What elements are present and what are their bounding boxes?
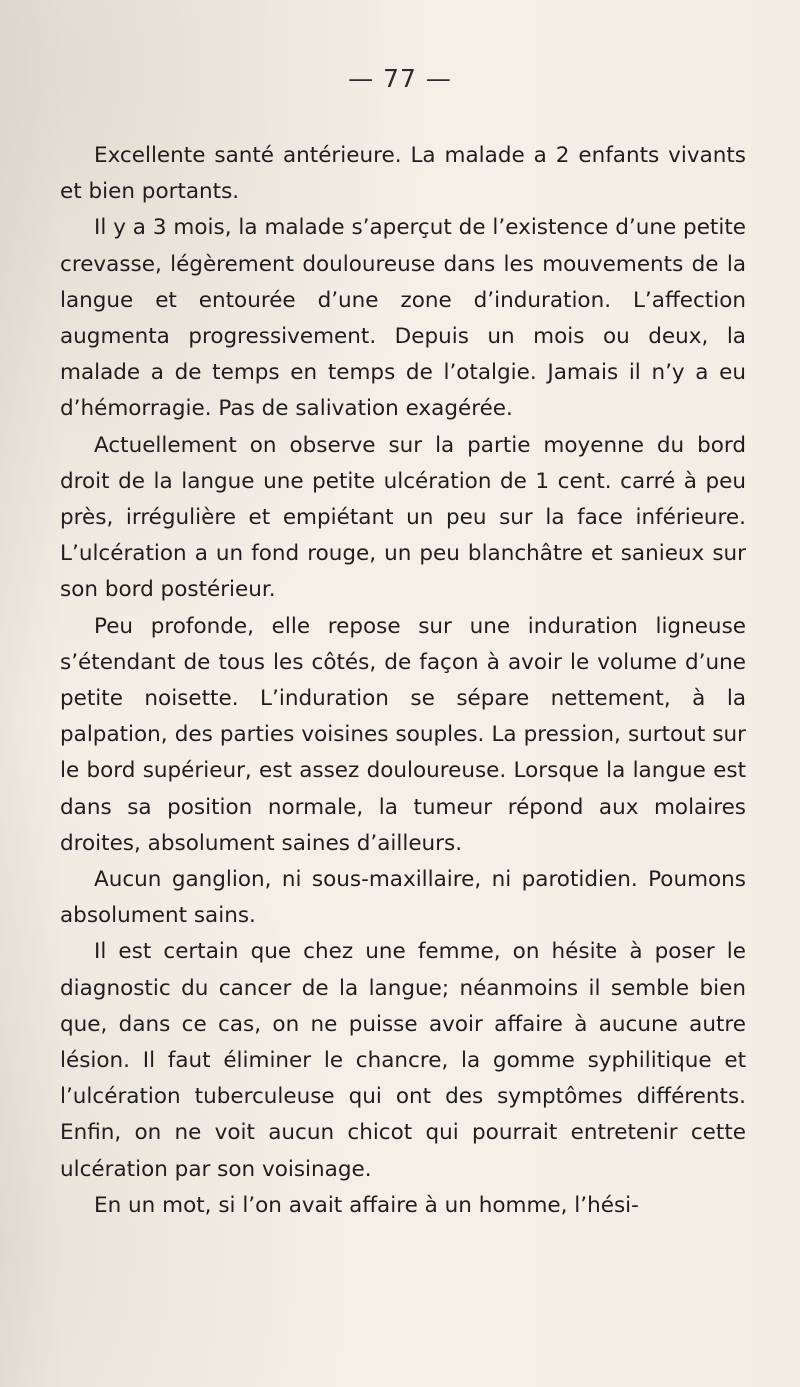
paragraph-6: Il est certain que chez une femme, on hésite à poser le diagnostic du cancer de la langue; néanmoins il semble bien que, dans ce cas, on ne puisse avoir affaire à aucune autre lésion. Il faut éliminer le chancre, la gomme syphilitique et l’ulcération tuberculeuse qui ont des symptômes différents. Enfin, on ne voit aucun chicot qui pourrait entretenir cette ulcération par son voisinage.: [60, 939, 746, 1182]
paragraph-2: Il y a 3 mois, la malade s’aperçut de l’existence d’une petite crevasse, légèrement douloureuse dans les mouvements de la langue et entourée d’une zone d’induration. L’affection augmenta progressivement. Depuis un mois ou deux, la malade a de temps en temps de l’otalgie. Jamais il n’y a eu d’hémorragie. Pas de salivation exagérée.: [60, 215, 746, 422]
paragraph-5: Aucun ganglion, ni sous-maxillaire, ni parotidien. Poumons absolument sains.: [60, 867, 746, 929]
paragraph-7: En un mot, si l’on avait affaire à un homme, l’hési-: [94, 1192, 639, 1218]
body-text: [60, 138, 746, 1224]
paragraph-3: Actuellement on observe sur la partie moyenne du bord droit de la langue une petite ulcération de 1 cent. carré à peu près, irrégulière et empiétant un peu sur la face inférieure. L’ulcération a un fond rouge, un peu blanchâtre et sanieux sur son bord postérieur.: [60, 432, 746, 603]
paragraph-1: Excellente santé antérieure. La malade a 2 enfants vivants et bien portants.: [60, 143, 746, 205]
page-number: — 77 —: [348, 64, 452, 93]
paragraph-4: Peu profonde, elle repose sur une induration ligneuse s’étendant de tous les côtés, de façon à avoir le volume d’une petite noisette. L’induration se sépare nettement, à la palpation, des parties voisines souples. La pression, surtout sur le bord supérieur, est assez douloureuse. Lorsque la langue est dans sa position normale, la tumeur répond aux molaires droites, absolument saines d’ailleurs.: [60, 613, 746, 856]
